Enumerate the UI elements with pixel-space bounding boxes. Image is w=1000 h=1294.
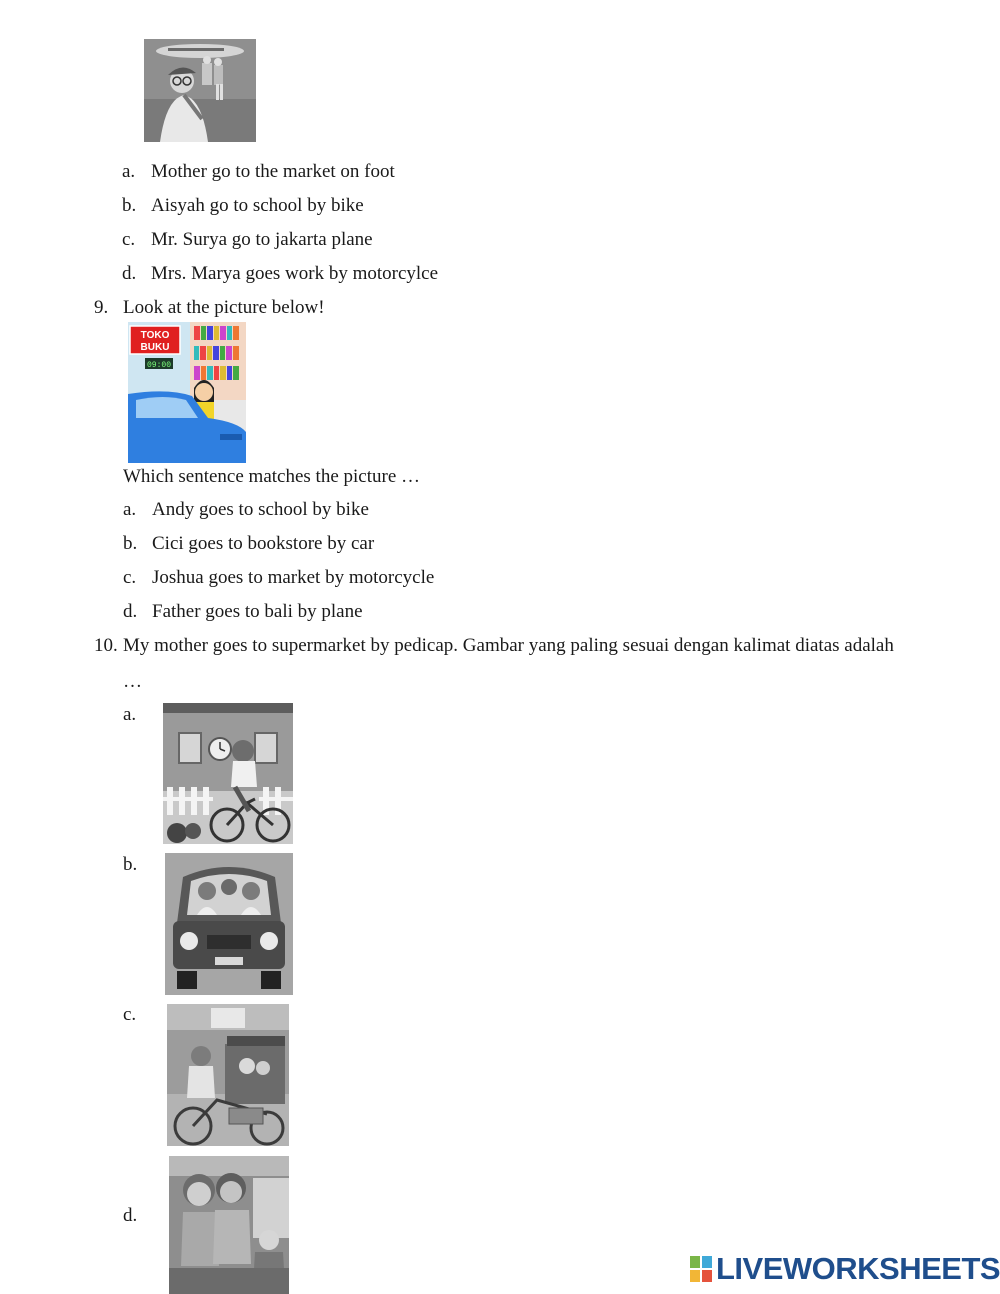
q10-option-b-image-family-in-car[interactable]: [165, 853, 293, 995]
option-text: Cici goes to bookstore by car: [152, 533, 375, 554]
q8-option-b: [122, 194, 364, 218]
sign-line-2: BUKU: [140, 342, 170, 353]
option-text: Andy goes to school by bike: [152, 499, 369, 520]
q8-option-d: [122, 262, 438, 286]
option-text: Father goes to bali by plane: [152, 601, 363, 622]
q10-option-a-letter: a.: [123, 704, 137, 725]
q9-question: Which sentence matches the picture …: [123, 466, 421, 487]
option-text: Mr. Surya go to jakarta plane: [151, 229, 373, 250]
liveworksheets-logo-icon: [690, 1256, 712, 1282]
option-letter: d.: [122, 263, 137, 284]
q10-option-d-letter: d.: [123, 1205, 138, 1226]
option-text: Mrs. Marya goes work by motorcylce: [151, 263, 439, 284]
liveworksheets-logo: [690, 1252, 1000, 1286]
q9-option-c: [123, 566, 434, 590]
q9-prompt: Look at the picture below!: [123, 297, 325, 318]
sign-clock: 09:00: [146, 361, 172, 370]
option-letter: c.: [123, 567, 137, 588]
q10-option-a-image-boy-on-bicycle[interactable]: [163, 703, 293, 844]
option-text: Aisyah go to school by bike: [151, 195, 364, 216]
option-letter: d.: [123, 601, 138, 622]
option-letter: c.: [122, 229, 136, 250]
option-text: Joshua goes to market by motorcycle: [152, 567, 435, 588]
q8-option-c: [122, 228, 373, 252]
q10-prompt: My mother goes to supermarket by pedicap. Gambar yang paling sesuai dengan kalimat diatas adalah: [123, 635, 894, 656]
q9-option-d: [123, 600, 363, 624]
q8-illustration-plane: [144, 39, 256, 142]
q8-option-a: [122, 160, 395, 184]
q9-option-a: [123, 498, 369, 522]
q9-illustration-bookstore: [128, 322, 246, 463]
q10-option-d-image-family-on-bus[interactable]: [169, 1156, 289, 1294]
sign-line-1: TOKO: [140, 330, 170, 341]
q10-option-b-letter: b.: [123, 854, 138, 875]
q9-number: 9.: [94, 297, 109, 318]
q10-number: 10.: [94, 635, 118, 656]
option-text: Mother go to the market on foot: [151, 161, 395, 182]
q10-option-c-image-pedicab-rider[interactable]: [167, 1004, 289, 1146]
q10-option-c-letter: c.: [123, 1004, 137, 1025]
liveworksheets-wordmark: LIVEWORKSHEETS: [716, 1251, 1000, 1286]
q10-ellipsis: …: [123, 671, 142, 692]
option-letter: a.: [122, 161, 136, 182]
q9-option-b: [123, 532, 374, 556]
option-letter: b.: [122, 195, 137, 216]
option-letter: a.: [123, 499, 137, 520]
option-letter: b.: [123, 533, 138, 554]
